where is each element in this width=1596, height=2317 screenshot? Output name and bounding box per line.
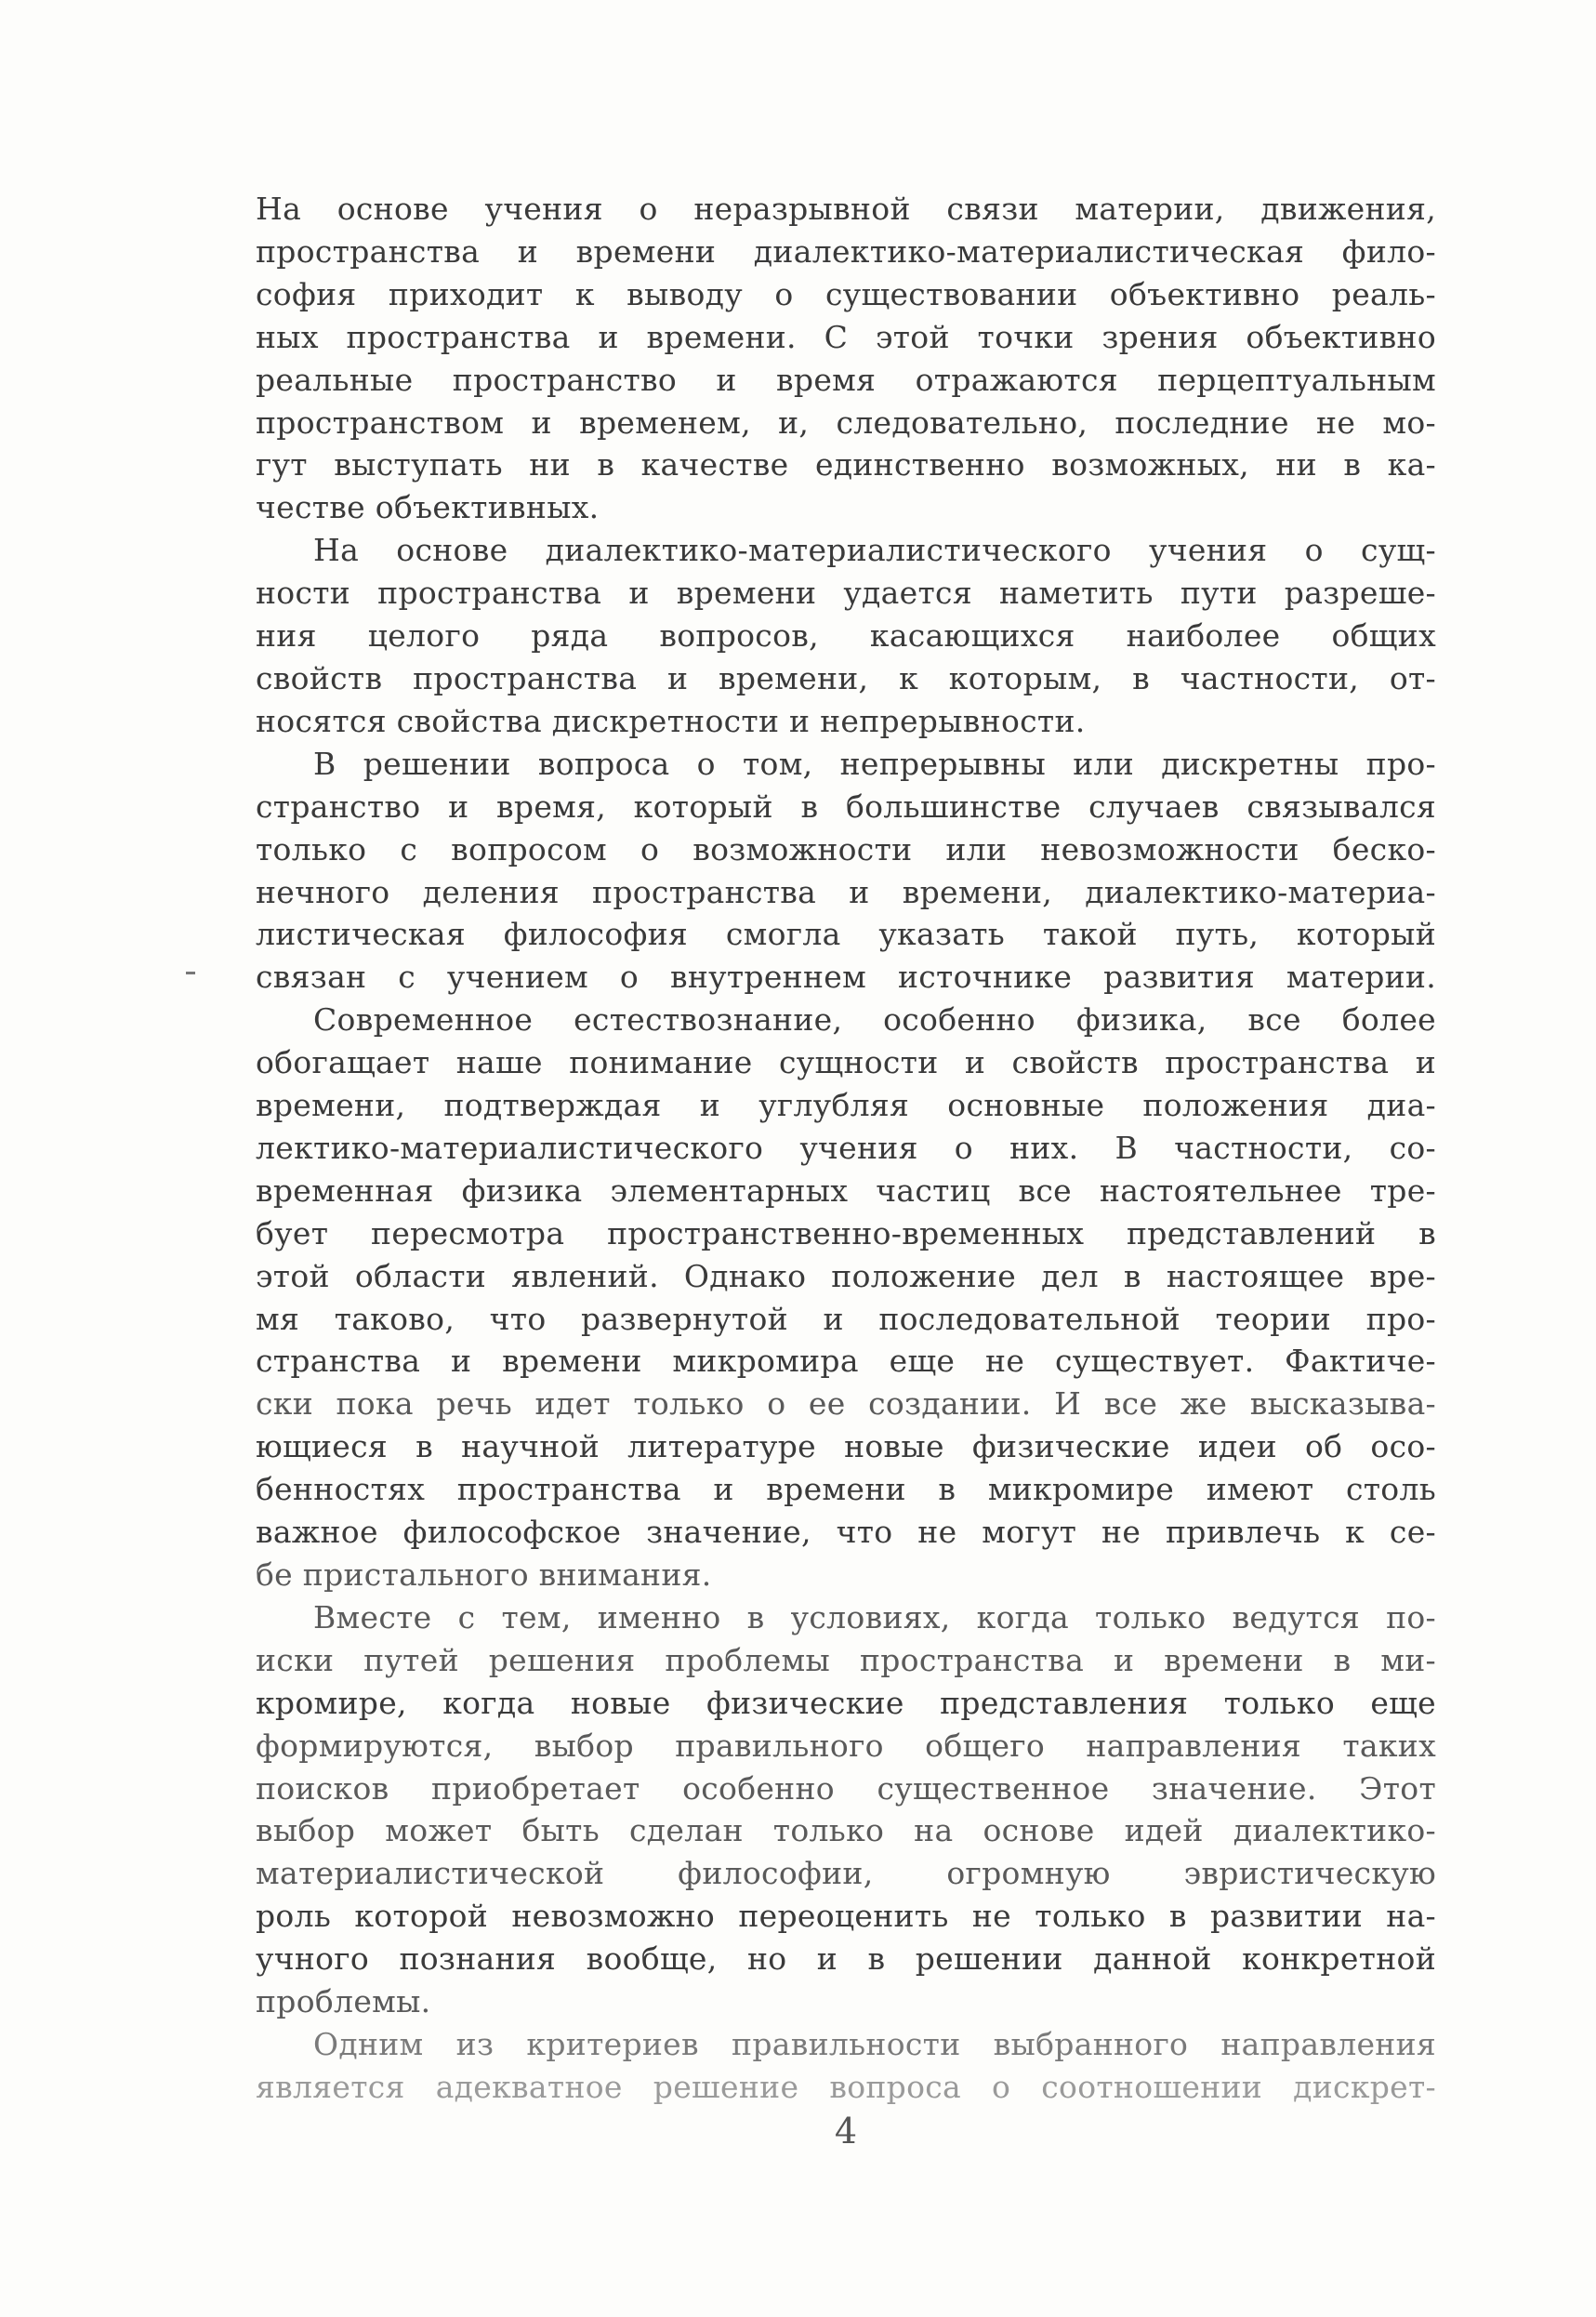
paragraph-6 — [256, 2023, 1436, 2109]
text-line: учного познания вообще, но и в решении данной конкретной — [256, 1940, 1436, 1978]
text-line: Вместе с тем, именно в условиях, когда только ведутся по- — [313, 1598, 1436, 1635]
body-text — [256, 188, 1436, 2109]
text-line: В решении вопроса о том, непрерывны или дискретны про- — [313, 745, 1436, 782]
text-line: иски путей решения проблемы пространства и времени в ми- — [256, 1641, 1436, 1678]
text-line: На основе диалектико-материалистического учения о сущ- — [313, 532, 1436, 569]
paragraph-4 — [256, 999, 1436, 1596]
text-line: связан с учением о внутреннем источнике развития материи. — [256, 959, 1436, 996]
text-line: На основе учения о неразрывной связи материи, движения, — [256, 191, 1436, 227]
text-line: странства и времени микромира еще не существует. Фактиче- — [256, 1343, 1436, 1380]
text-line: выбор может быть сделан только на основе идей диалектико- — [256, 1812, 1436, 1849]
text-line: ющиеся в научной литературе новые физические идеи об осо- — [256, 1428, 1436, 1465]
text-line: реальные пространство и время отражаются перцептуальным — [256, 361, 1436, 398]
text-line: важное философское значение, что не могут не привлечь к се- — [256, 1514, 1436, 1551]
text-line: софия приходит к выводу о существовании объективно реаль- — [256, 275, 1436, 312]
text-line: ности пространства и времени удается наметить пути разреше- — [256, 575, 1436, 612]
text-line: честве объективных. — [256, 489, 600, 526]
text-line: ных пространства и времени. С этой точки зрения объективно — [256, 318, 1436, 355]
text-line: поисков приобретает особенно существенное значение. Этот — [256, 1769, 1436, 1807]
text-line: бенностях пространства и времени в микромире имеют столь — [256, 1471, 1436, 1508]
paragraph-2 — [256, 529, 1436, 743]
text-line: пространством и временем, и, следовательно, последние не мо- — [256, 404, 1436, 441]
text-line: лектико-материалистического учения о них. В частности, со- — [256, 1129, 1436, 1166]
text-line: носятся свойства дискретности и непрерывности. — [256, 702, 1086, 739]
text-line: ния целого ряда вопросов, касающихся наиболее общих — [256, 617, 1436, 655]
text-line: временная физика элементарных частиц все настоятельнее тре- — [256, 1172, 1436, 1209]
text-line: кромире, когда новые физические представления только еще — [256, 1684, 1436, 1721]
text-line: нечного деления пространства и времени, диалектико-материа- — [256, 873, 1436, 910]
text-line: обогащает наше понимание сущности и свойств пространства и — [256, 1044, 1436, 1081]
text-line: бе пристального внимания. — [256, 1556, 712, 1593]
text-line: свойств пространства и времени, к которым, в частности, от- — [256, 659, 1436, 696]
text-line: роль которой невозможно переоценить не только в развитии на- — [256, 1898, 1436, 1935]
paragraph-1 — [256, 188, 1436, 529]
paragraph-3 — [256, 743, 1436, 999]
text-line: мя таково, что развернутой и последовательной теории про- — [256, 1300, 1436, 1337]
text-line: Одним из критериев правильности выбранного направления — [313, 2025, 1436, 2062]
text-line: гут выступать ни в качестве единственно возможных, ни в ка- — [256, 446, 1436, 483]
text-line: этой области явлений. Однако положение дел в настоящее вре- — [256, 1257, 1436, 1294]
page-number: 4 — [834, 2111, 858, 2152]
text-line: только с вопросом о возможности или невозможности беско- — [256, 830, 1436, 867]
text-line: формируются, выбор правильного общего направления таких — [256, 1727, 1436, 1764]
text-line: Современное естествознание, особенно физика, все более — [313, 1001, 1436, 1039]
text-line: является адекватное решение вопроса о соотношении дискрет- — [256, 2068, 1436, 2105]
scan-speck — [186, 972, 195, 974]
text-line: пространства и времени диалектико-материалистическая фило- — [256, 232, 1436, 270]
paragraph-5 — [256, 1596, 1436, 2023]
text-line: бует пересмотра пространственно-временных представлений в — [256, 1214, 1436, 1251]
text-line: проблемы. — [256, 1983, 431, 2020]
text-line: странство и время, который в большинстве случаев связывался — [256, 788, 1436, 825]
text-line: листическая философия смогла указать такой путь, который — [256, 916, 1436, 953]
text-line: времени, подтверждая и углубляя основные положения диа- — [256, 1087, 1436, 1124]
text-line: ски пока речь идет только о ее создании. И все же высказыва- — [256, 1385, 1436, 1423]
text-line: материалистической философии, огромную эвристическую — [256, 1855, 1436, 1892]
